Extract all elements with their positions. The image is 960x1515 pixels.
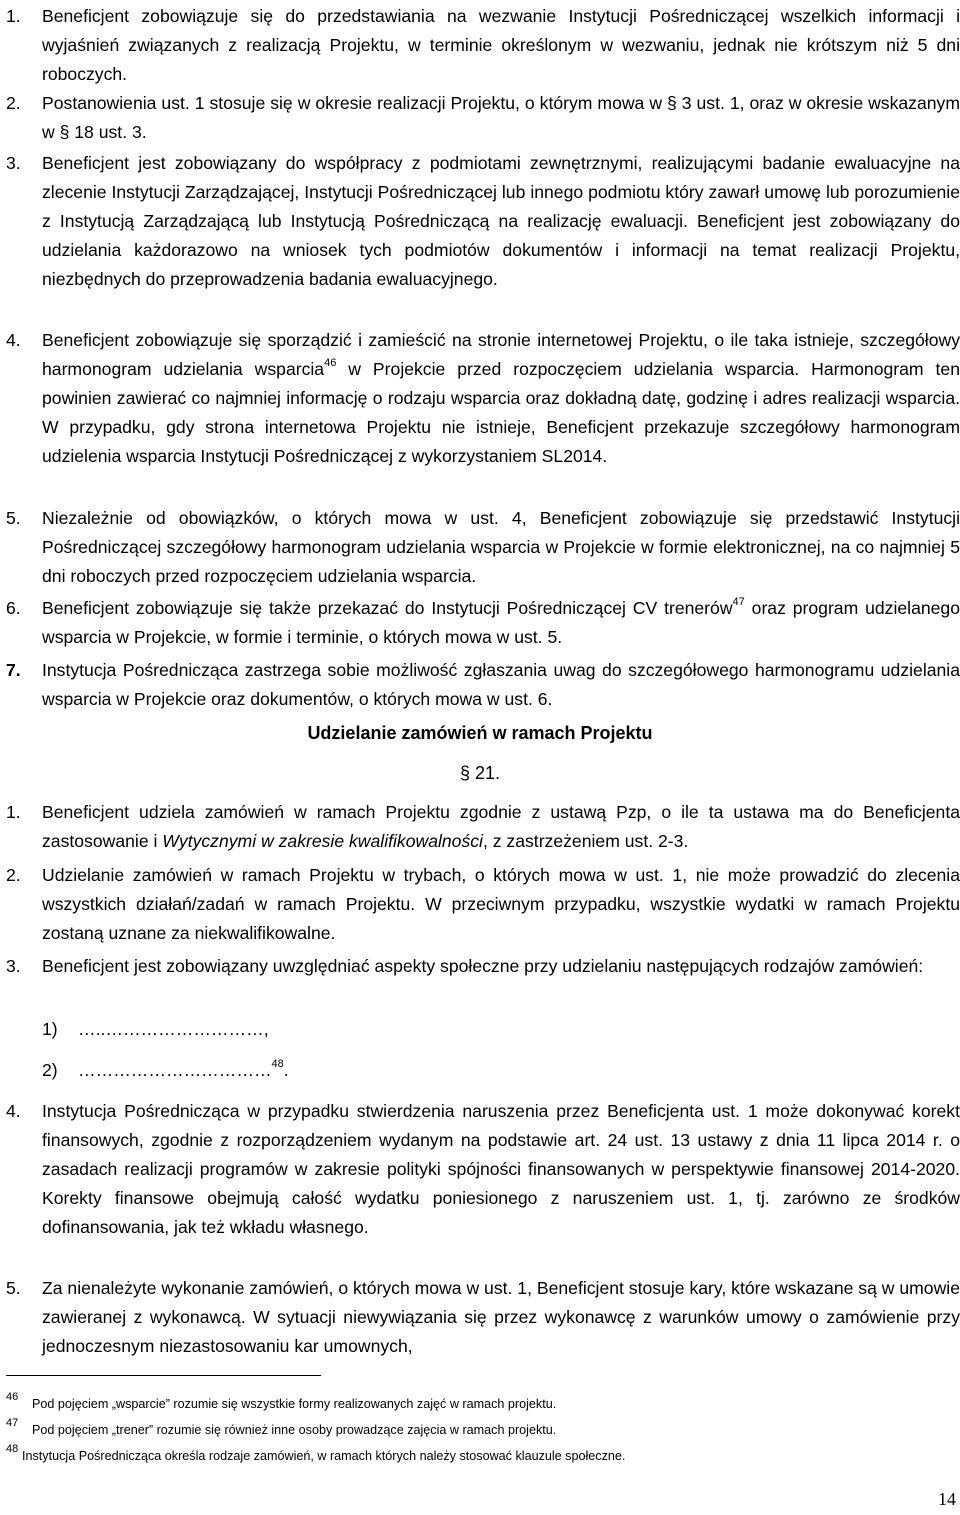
paragraph-number: 5. (6, 508, 21, 528)
paragraph-text: Beneficjent zobowiązuje się do przedstawiania na wezwanie Instytucji Pośredniczącej wszelkich informacji i wyjaśnień związanych z realizacją Projektu, w terminie określonym w wezwaniu, jednak nie krótszym niż 5 dni roboczych. (42, 6, 960, 84)
paragraph-text-part: Beneficjent udziela zamówień w ramach Projektu zgodnie z ustawą Pzp, o ile ta ustawa ma do Beneficjenta zastosowanie i (42, 802, 960, 851)
sub-item-2 (42, 1056, 289, 1085)
paragraph-text: Beneficjent jest zobowiązany do współpracy z podmiotami zewnętrznymi, realizującymi badanie ewaluacyjne na zlecenie Instytucji Zarządzającej, Instytucji Pośredniczącej lub innego podmiotu który zawarł umowę lub porozumienie z Instytucją Zarządzającą lub Instytucją Pośredniczącą na realizację ewaluacji. Beneficjent jest zobowiązany do udzielania każdorazowo na wniosek tych podmiotów dokumentów i informacji na temat realizacji Projektu, niezbędnych do przeprowadzenia badania ewaluacyjnego. (42, 153, 960, 289)
section-paragraph-2 (6, 861, 960, 948)
paragraph-3 (6, 149, 960, 294)
paragraph-text-part: Beneficjent zobowiązuje się także przekazać do Instytucji Pośredniczącej CV trenerów (42, 598, 733, 618)
section-paragraph-4 (6, 1097, 960, 1242)
section-paragraph-5 (6, 1274, 960, 1361)
footnote-ref-48[interactable]: 48 (271, 1058, 284, 1070)
page-number: 14 (938, 1489, 956, 1509)
footnote-text: Pod pojęciem „wsparcie” rozumie się wszystkie formy realizowanych zajęć w ramach projektu. (32, 1397, 557, 1411)
paragraph-text: Za nienależyte wykonanie zamówień, o których mowa w ust. 1, Beneficjent stosuje kary, które wskazane są w umowie zawieranej z wykonawcą. W sytuacji niewywiązania się przez wykonawcę z warunków umowy o zamówienie przy jednoczesnym niezastosowaniu kar umownych, (42, 1278, 960, 1356)
paragraph-text-part: Beneficjent zobowiązuje się sporządzić i zamieścić na stronie internetowej Projektu, o ile taka istnieje, szczegółowy harmonogram udzielania wsparcia (42, 330, 960, 379)
section-paragraph-3 (6, 952, 960, 981)
sub-item-text: …………………………… (78, 1060, 272, 1080)
paragraph-number: 4. (6, 330, 21, 350)
footnote-46 (6, 1391, 946, 1413)
paragraph-text-part: oraz program udzielanego wsparcia w Projekcie, w formie i terminie, o których mowa w ust. 5. (42, 598, 960, 647)
sub-item-punctuation: . (283, 1060, 289, 1080)
paragraph-number: 1. (6, 802, 21, 822)
paragraph-number: 6. (6, 598, 21, 618)
paragraph-number: 7. (6, 660, 21, 680)
paragraph-text: Udzielanie zamówień w ramach Projektu w trybach, o których mowa w ust. 1, nie może prowadzić do zlecenia wszystkich działań/zadań w ramach Projektu. W przeciwnym przypadku, wszystkie wydatki w ramach Projektu zostaną uznane za niekwalifikowalne. (42, 865, 960, 943)
paragraph-number: 2. (6, 93, 21, 113)
footnote-47 (6, 1417, 946, 1439)
paragraph-number: 1. (6, 6, 21, 26)
section-heading: Udzielanie zamówień w ramach Projektu (307, 723, 653, 743)
paragraph-1 (6, 2, 960, 89)
paragraph-text: Niezależnie od obowiązków, o których mowa w ust. 4, Beneficjent zobowiązuje się przedstawić Instytucji Pośredniczącej szczegółowy harmonogram udzielania wsparcia w Projekcie w formie elektronicznej, na co najmniej 5 dni roboczych przed rozpoczęciem udzielania wsparcia. (42, 508, 960, 586)
section-number: § 21. (459, 763, 501, 783)
paragraph-text-part: , z zastrzeżeniem ust. 2-3. (482, 831, 689, 851)
paragraph-6 (6, 594, 960, 652)
paragraph-2 (6, 89, 960, 147)
footnote-text: Pod pojęciem „trener” rozumie się również inne osoby prowadzące zajęcia w ramach projektu. (32, 1423, 557, 1437)
paragraph-text (42, 594, 960, 652)
paragraph-number: 3. (6, 153, 21, 173)
guidelines-title: Wytycznymi w zakresie kwalifikowalności (162, 831, 483, 851)
paragraph-text: Beneficjent jest zobowiązany uwzględniać aspekty społeczne przy udzielaniu następujących rodzajów zamówień: (42, 956, 924, 976)
paragraph-text (42, 326, 960, 471)
paragraph-text: Postanowienia ust. 1 stosuje się w okresie realizacji Projektu, o którym mowa w § 3 ust. 1, oraz w okresie wskazanym w § 18 ust. 3. (42, 93, 960, 142)
paragraph-text: Instytucja Pośrednicząca zastrzega sobie możliwość zgłaszania uwag do szczegółowego harmonogramu udzielania wsparcia w Projekcie oraz dokumentów, o których mowa w ust. 6. (42, 660, 960, 709)
section-paragraph-1 (6, 798, 960, 856)
footnote-ref-46[interactable]: 46 (324, 357, 337, 369)
footnote-number: 47 (6, 1417, 19, 1429)
paragraph-text (42, 798, 960, 856)
paragraph-number: 4. (6, 1101, 21, 1121)
paragraph-4 (6, 326, 960, 471)
paragraph-text-part: w Projekcie przed rozpoczęciem udzielania wsparcia. Harmonogram ten powinien zawierać co najmniej informację o rodzaju wsparcia oraz dokładną datę, godzinę i adres realizacji wsparcia. W przypadku, gdy strona internetowa Projektu nie istnieje, Beneficjent przekazuje szczegółowy harmonogram udzielenia wsparcia Instytucji Pośredniczącej z wykorzystaniem SL2014. (42, 359, 960, 466)
paragraph-number: 2. (6, 865, 21, 885)
sub-item-text: …..………………………, (78, 1019, 269, 1039)
paragraph-number: 5. (6, 1278, 21, 1298)
footnote-ref-47[interactable]: 47 (732, 596, 745, 608)
footnote-separator (6, 1375, 321, 1376)
paragraph-7 (6, 656, 960, 714)
paragraph-text: Instytucja Pośrednicząca w przypadku stwierdzenia naruszenia przez Beneficjenta ust. 1 może dokonywać korekt finansowych, zgodnie z rozporządzeniem wydanym na podstawie art. 24 ust. 13 ustawy z dnia 11 lipca 2014 r. o zasadach realizacji programów w zakresie polityki spójności finansowanych w perspektywie finansowej 2014-2020. Korekty finansowe obejmują całość wydatku poniesionego z naruszeniem ust. 1, tj. zarówno ze środków dofinansowania, jak też wkładu własnego. (42, 1101, 960, 1237)
paragraph-number: 3. (6, 956, 21, 976)
footnote-text: Instytucja Pośrednicząca określa rodzaje zamówień, w ramach których należy stosować klauzule społeczne. (22, 1449, 626, 1463)
sub-item-number: 1) (42, 1019, 58, 1039)
footnote-48 (6, 1443, 946, 1465)
sub-item-number: 2) (42, 1060, 58, 1080)
sub-item-1 (42, 1015, 269, 1044)
footnote-number: 46 (6, 1391, 19, 1403)
paragraph-5 (6, 504, 960, 591)
footnote-number: 48 (6, 1443, 19, 1455)
